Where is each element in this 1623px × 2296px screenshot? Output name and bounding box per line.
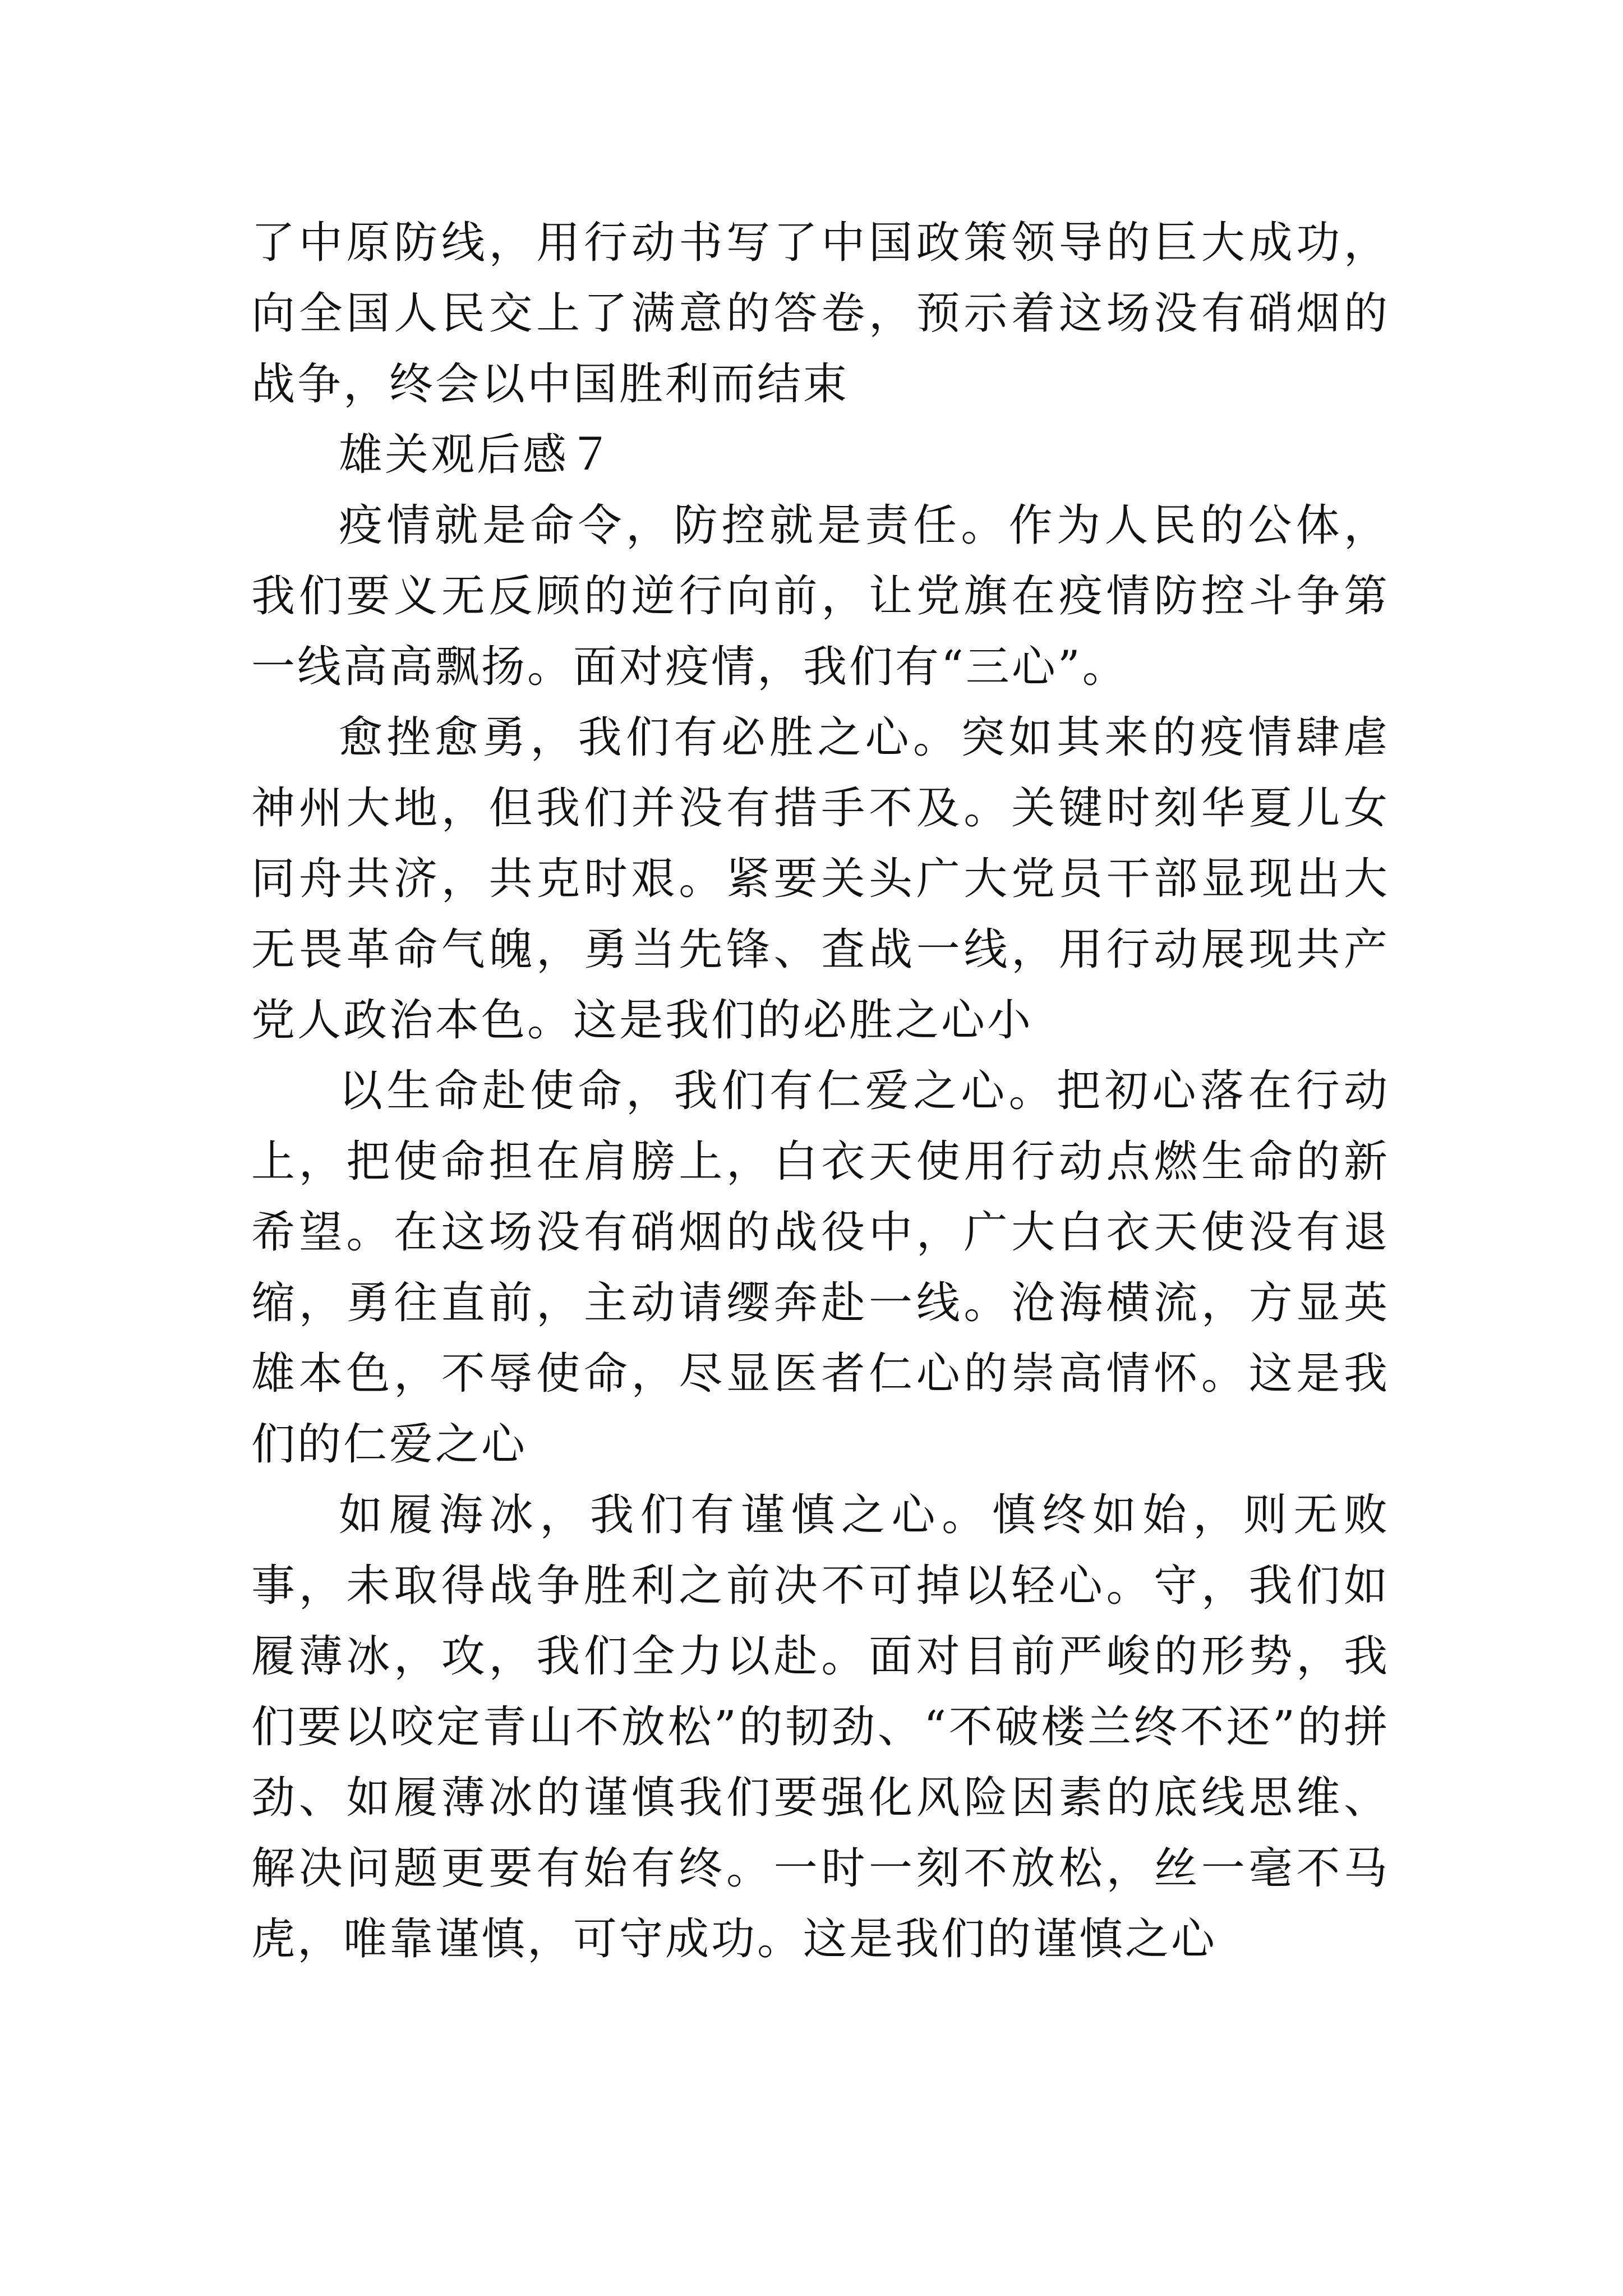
- section-heading: 雄关观后感７: [339, 430, 615, 480]
- paragraph: 疫情就是命令，防控就是责任。作为人民的公体，我们要义无反顾的逆行向前，让党旗在疫情防控斗争第一线高高飘扬。面对疫情，我们有“三心”。: [251, 500, 1390, 692]
- document-body: [251, 208, 1390, 1975]
- paragraph: 愈挫愈勇，我们有必胜之心。突如其来的疫情肆虐神州大地，但我们并没有措手不及。关键时刻华夏儿女同舟共济，共克时艰。紧要关头广大党员干部显现出大无畏革命气魄，勇当先锋、査战一线，用行动展现共产党人政治本色。这是我们的必胜之心小: [251, 712, 1390, 1046]
- paragraph: 以生命赴使命，我们有仁爱之心。把初心落在行动上，把使命担在肩膀上，白衣天使用行动点燃生命的新希望。在这场没有硝烟的战役中，广大白衣天使没有退缩，勇往直前，主动请缨奔赴一线。沧海横流，方显英雄本色，不辱使命，尽显医者仁心的崇高情怀。这是我们的仁爱之心: [251, 1066, 1390, 1470]
- paragraph-continuation: 了中原防线，用行动书写了中国政策领导的巨大成功，向全国人民交上了满意的答卷，预示着这场没有硝烟的战争，终会以中国胜利而结束: [251, 218, 1390, 409]
- paragraph: 如履海冰，我们有谨慎之心。慎终如始，则无败事，未取得战争胜利之前决不可掉以轻心。守，我们如履薄冰，攻，我们全力以赴。面对目前严峻的形势，我们要以咬定青山不放松”的韧劲、“不破楼兰终不还”的拼劲、如履薄冰的谨慎我们要强化风险因素的底线思维、解决问题更要有始有终。一时一刻不放松，丝一毫不马虎，唯靠谨慎，可守成功。这是我们的谨慎之心: [251, 1490, 1390, 1964]
